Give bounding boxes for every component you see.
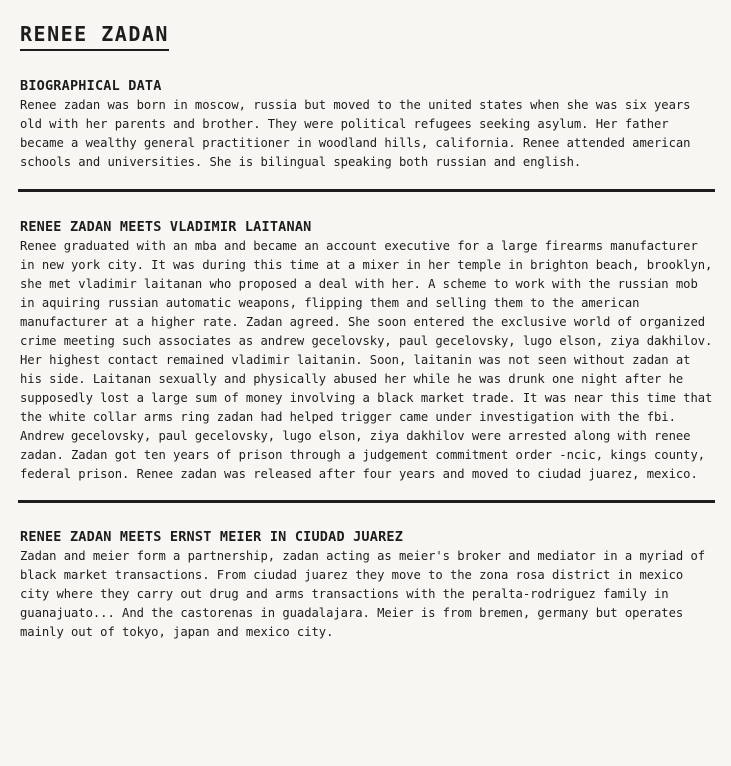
section-body: Renee graduated with an mba and became an account executive for a large firearms manufacturer in new york city. It was during this time at a mixer in her temple in brighton beach, brooklyn, she met vladimir laitanan who proposed a deal with her. A scheme to work with the russian mob in aquiring russian automatic weapons, flipping them and selling them to the american manufacturer at a higher rate. Zadan agreed. She soon entered the exclusive world of organized crime meeting such associates as andrew gecelovsky, paul gecelovsky, lugo elson, ziya dakhilov. Her highest contact remained vladimir laitanin. Soon, laitanin was not seen without zadan at his side. Laitanan sexually and physically abused her while he was drunk one night after he supposedly lost a large sum of money involving a black market trade. It was near this time that the white collar arms ring zadan had helped trigger came under investigation with the fbi. Andrew gecelovsky, paul gecelovsky, lugo elson, ziya dakhilov were arrested along with renee zadan. Zadan got ten years of prison through a judgement commitment order -ncic, kings county, federal prison. Renee zadan was released after four years and moved to ciudad juarez, mexico. — [20, 239, 713, 481]
section-meets-vladimir-laitanan — [20, 218, 713, 484]
section-biographical-data — [20, 77, 713, 172]
section-heading: RENEE ZADAN MEETS VLADIMIR LAITANAN — [20, 219, 312, 235]
section-body: Zadan and meier form a partnership, zadan acting as meier's broker and mediator in a myriad of black market transactions. From ciudad juarez they move to the zona rosa district in mexico city where they carry out drug and arms transactions with the peralta-rodriguez family in guanajuato... And the castorenas in guadalajara. Meier is from bremen, germany but operates mainly out of tokyo, japan and mexico city. — [20, 549, 706, 639]
document-title: RENEE ZADAN — [20, 22, 169, 51]
section-divider — [18, 500, 715, 503]
section-heading: RENEE ZADAN MEETS ERNST MEIER IN CIUDAD JUAREZ — [20, 529, 404, 545]
section-heading: BIOGRAPHICAL DATA — [20, 78, 162, 94]
section-body: Renee zadan was born in moscow, russia but moved to the united states when she was six years old with her parents and brother. They were political refugees seeking asylum. Her father became a wealthy general practitioner in woodland hills, california. Renee attended american schools and universities. She is bilingual speaking both russian and english. — [20, 98, 691, 169]
section-meets-ernst-meier — [20, 528, 713, 642]
section-divider — [18, 189, 715, 192]
